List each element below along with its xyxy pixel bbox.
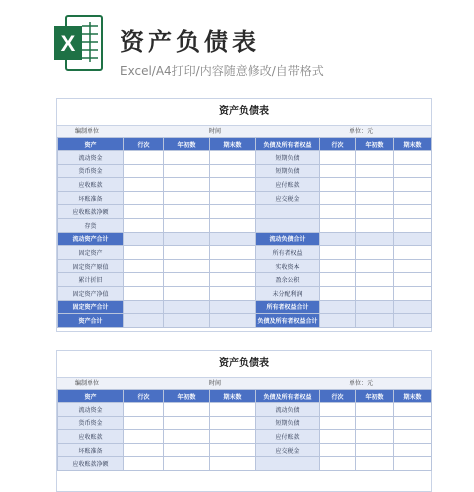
table-cell [320,164,356,178]
table-cell [394,191,432,205]
table-row [58,457,432,471]
table-cell [164,164,210,178]
sheet-title: 资产负债表 [219,358,269,369]
asset-label: 流动资金 [58,151,124,165]
table-cell [164,191,210,205]
table-cell [320,286,356,300]
table-cell [210,286,256,300]
table-cell [210,457,256,471]
table-cell [394,151,432,165]
liability-label: 所有者权益 [256,246,320,260]
table-cell [356,205,394,219]
table-header-row [58,138,432,151]
table-cell [356,273,394,287]
table-cell [394,314,432,328]
table-cell [394,416,432,430]
table-cell [124,218,164,232]
sheet-title: 资产负债表 [219,106,269,117]
table-cell [210,443,256,457]
column-header: 年初数 [356,390,394,403]
table-cell [164,273,210,287]
table-cell [124,457,164,471]
table-row [58,178,432,192]
column-header: 期末数 [210,138,256,151]
page-title: 资产负债表 [120,28,260,56]
table-row [58,443,432,457]
asset-subtotal-label: 资产合计 [58,314,124,328]
table-cell [320,416,356,430]
table-row [58,416,432,430]
table-cell [394,178,432,192]
table-row [58,191,432,205]
asset-label: 应收账款 [58,178,124,192]
table-cell [320,246,356,260]
table-cell [210,164,256,178]
column-header: 年初数 [164,138,210,151]
page-header [0,0,474,92]
table-cell [164,259,210,273]
table-cell [320,205,356,219]
table-cell [320,273,356,287]
liability-label: 短期负债 [256,416,320,430]
balance-sheet-table [57,389,432,471]
table-row [58,218,432,232]
table-cell [124,416,164,430]
table-cell [210,430,256,444]
table-cell [356,218,394,232]
subtotal-row [58,300,432,314]
table-cell [164,205,210,219]
table-cell [164,178,210,192]
liability-label: 应交税金 [256,191,320,205]
asset-label: 应收账款净额 [58,205,124,219]
asset-label: 流动资金 [58,403,124,417]
table-cell [356,246,394,260]
table-cell [164,232,210,246]
sheet-meta-row [57,377,431,389]
table-cell [356,178,394,192]
asset-label: 固定资产 [58,246,124,260]
liability-label: 实收资本 [256,259,320,273]
asset-label: 坏账准备 [58,443,124,457]
table-cell [164,246,210,260]
table-cell [164,218,210,232]
column-header: 行次 [124,390,164,403]
table-cell [394,457,432,471]
table-cell [320,403,356,417]
table-cell [210,178,256,192]
table-cell [320,300,356,314]
sheet-meta-row [57,125,431,137]
table-row [58,286,432,300]
table-cell [164,300,210,314]
table-cell [164,430,210,444]
table-cell [164,151,210,165]
table-cell [394,232,432,246]
table-cell [124,232,164,246]
table-row [58,430,432,444]
table-cell [124,151,164,165]
table-cell [210,218,256,232]
liability-label: 短期负债 [256,151,320,165]
column-header: 行次 [320,138,356,151]
table-cell [394,403,432,417]
table-cell [164,314,210,328]
asset-label: 累计折旧 [58,273,124,287]
column-header: 资产 [58,390,124,403]
meta-unit: 编制单位 [75,128,100,135]
table-cell [124,259,164,273]
liability-label: 流动负债 [256,403,320,417]
table-cell [320,151,356,165]
table-cell [210,259,256,273]
column-header: 负债及所有者权益 [256,390,320,403]
table-cell [394,218,432,232]
balance-sheet-preview [56,98,432,332]
asset-subtotal-label: 固定资产合计 [58,300,124,314]
table-cell [356,300,394,314]
column-header: 期末数 [210,390,256,403]
table-row [58,164,432,178]
table-cell [356,314,394,328]
table-cell [394,246,432,260]
table-cell [356,457,394,471]
table-cell [210,300,256,314]
table-cell [210,314,256,328]
table-row [58,246,432,260]
table-cell [394,273,432,287]
table-cell [124,286,164,300]
table-cell [320,314,356,328]
table-cell [394,205,432,219]
asset-label: 存货 [58,218,124,232]
table-cell [124,273,164,287]
table-cell [356,430,394,444]
liability-label: 未分配利润 [256,286,320,300]
table-cell [394,300,432,314]
table-cell [356,164,394,178]
table-cell [210,151,256,165]
column-header: 行次 [320,390,356,403]
liability-label: 盈余公积 [256,273,320,287]
liability-label [256,457,320,471]
asset-label: 坏账准备 [58,191,124,205]
subtotal-row [58,232,432,246]
column-header: 资产 [58,138,124,151]
table-cell [394,430,432,444]
table-cell [124,300,164,314]
table-cell [394,259,432,273]
table-cell [124,246,164,260]
table-cell [164,457,210,471]
asset-label: 固定资产净值 [58,286,124,300]
table-cell [356,191,394,205]
balance-sheet-preview-2 [56,350,432,492]
column-header: 期末数 [394,390,432,403]
asset-subtotal-label: 流动资产合计 [58,232,124,246]
table-cell [124,403,164,417]
liability-label [256,205,320,219]
meta-time: 时间 [209,128,222,135]
column-header: 年初数 [164,390,210,403]
table-row [58,403,432,417]
meta-money-unit: 单位：元 [349,380,374,387]
asset-label: 应收账款净额 [58,457,124,471]
liability-subtotal-label: 负债及所有者权益合计 [256,314,320,328]
table-cell [164,286,210,300]
table-cell [164,403,210,417]
svg-text:X: X [60,31,76,56]
table-cell [210,416,256,430]
table-row [58,273,432,287]
asset-label: 固定资产原值 [58,259,124,273]
liability-label: 短期负债 [256,164,320,178]
table-cell [320,443,356,457]
page-subtitle: Excel/A4打印/内容随意修改/自带格式 [120,64,324,78]
table-cell [210,273,256,287]
table-cell [356,403,394,417]
meta-time: 时间 [209,380,222,387]
liability-subtotal-label: 流动负债合计 [256,232,320,246]
table-cell [320,191,356,205]
balance-sheet-table [57,137,432,328]
table-cell [320,430,356,444]
column-header: 年初数 [356,138,394,151]
table-cell [124,205,164,219]
table-row [58,205,432,219]
table-cell [210,205,256,219]
liability-label: 应交税金 [256,443,320,457]
table-cell [356,286,394,300]
table-cell [320,218,356,232]
liability-label: 应付账款 [256,178,320,192]
table-row [58,259,432,273]
table-cell [320,457,356,471]
column-header: 行次 [124,138,164,151]
table-cell [320,259,356,273]
table-cell [124,191,164,205]
table-cell [394,164,432,178]
table-cell [356,259,394,273]
table-cell [124,430,164,444]
table-cell [356,151,394,165]
liability-label [256,218,320,232]
table-cell [124,164,164,178]
table-header-row [58,390,432,403]
subtotal-row [58,314,432,328]
table-cell [124,443,164,457]
table-cell [394,443,432,457]
asset-label: 货币资金 [58,164,124,178]
meta-unit: 编制单位 [75,380,100,387]
asset-label: 货币资金 [58,416,124,430]
table-cell [356,232,394,246]
table-row [58,151,432,165]
table-cell [210,191,256,205]
liability-subtotal-label: 所有者权益合计 [256,300,320,314]
column-header: 负债及所有者权益 [256,138,320,151]
table-cell [210,403,256,417]
meta-money-unit: 单位：元 [349,128,374,135]
table-cell [320,232,356,246]
table-cell [356,443,394,457]
table-cell [210,246,256,260]
table-cell [394,286,432,300]
table-cell [356,416,394,430]
column-header: 期末数 [394,138,432,151]
table-cell [124,314,164,328]
asset-label: 应收账款 [58,430,124,444]
liability-label: 应付账款 [256,430,320,444]
table-cell [210,232,256,246]
excel-logo-icon [52,14,104,72]
table-cell [164,416,210,430]
table-cell [124,178,164,192]
table-cell [320,178,356,192]
table-cell [164,443,210,457]
